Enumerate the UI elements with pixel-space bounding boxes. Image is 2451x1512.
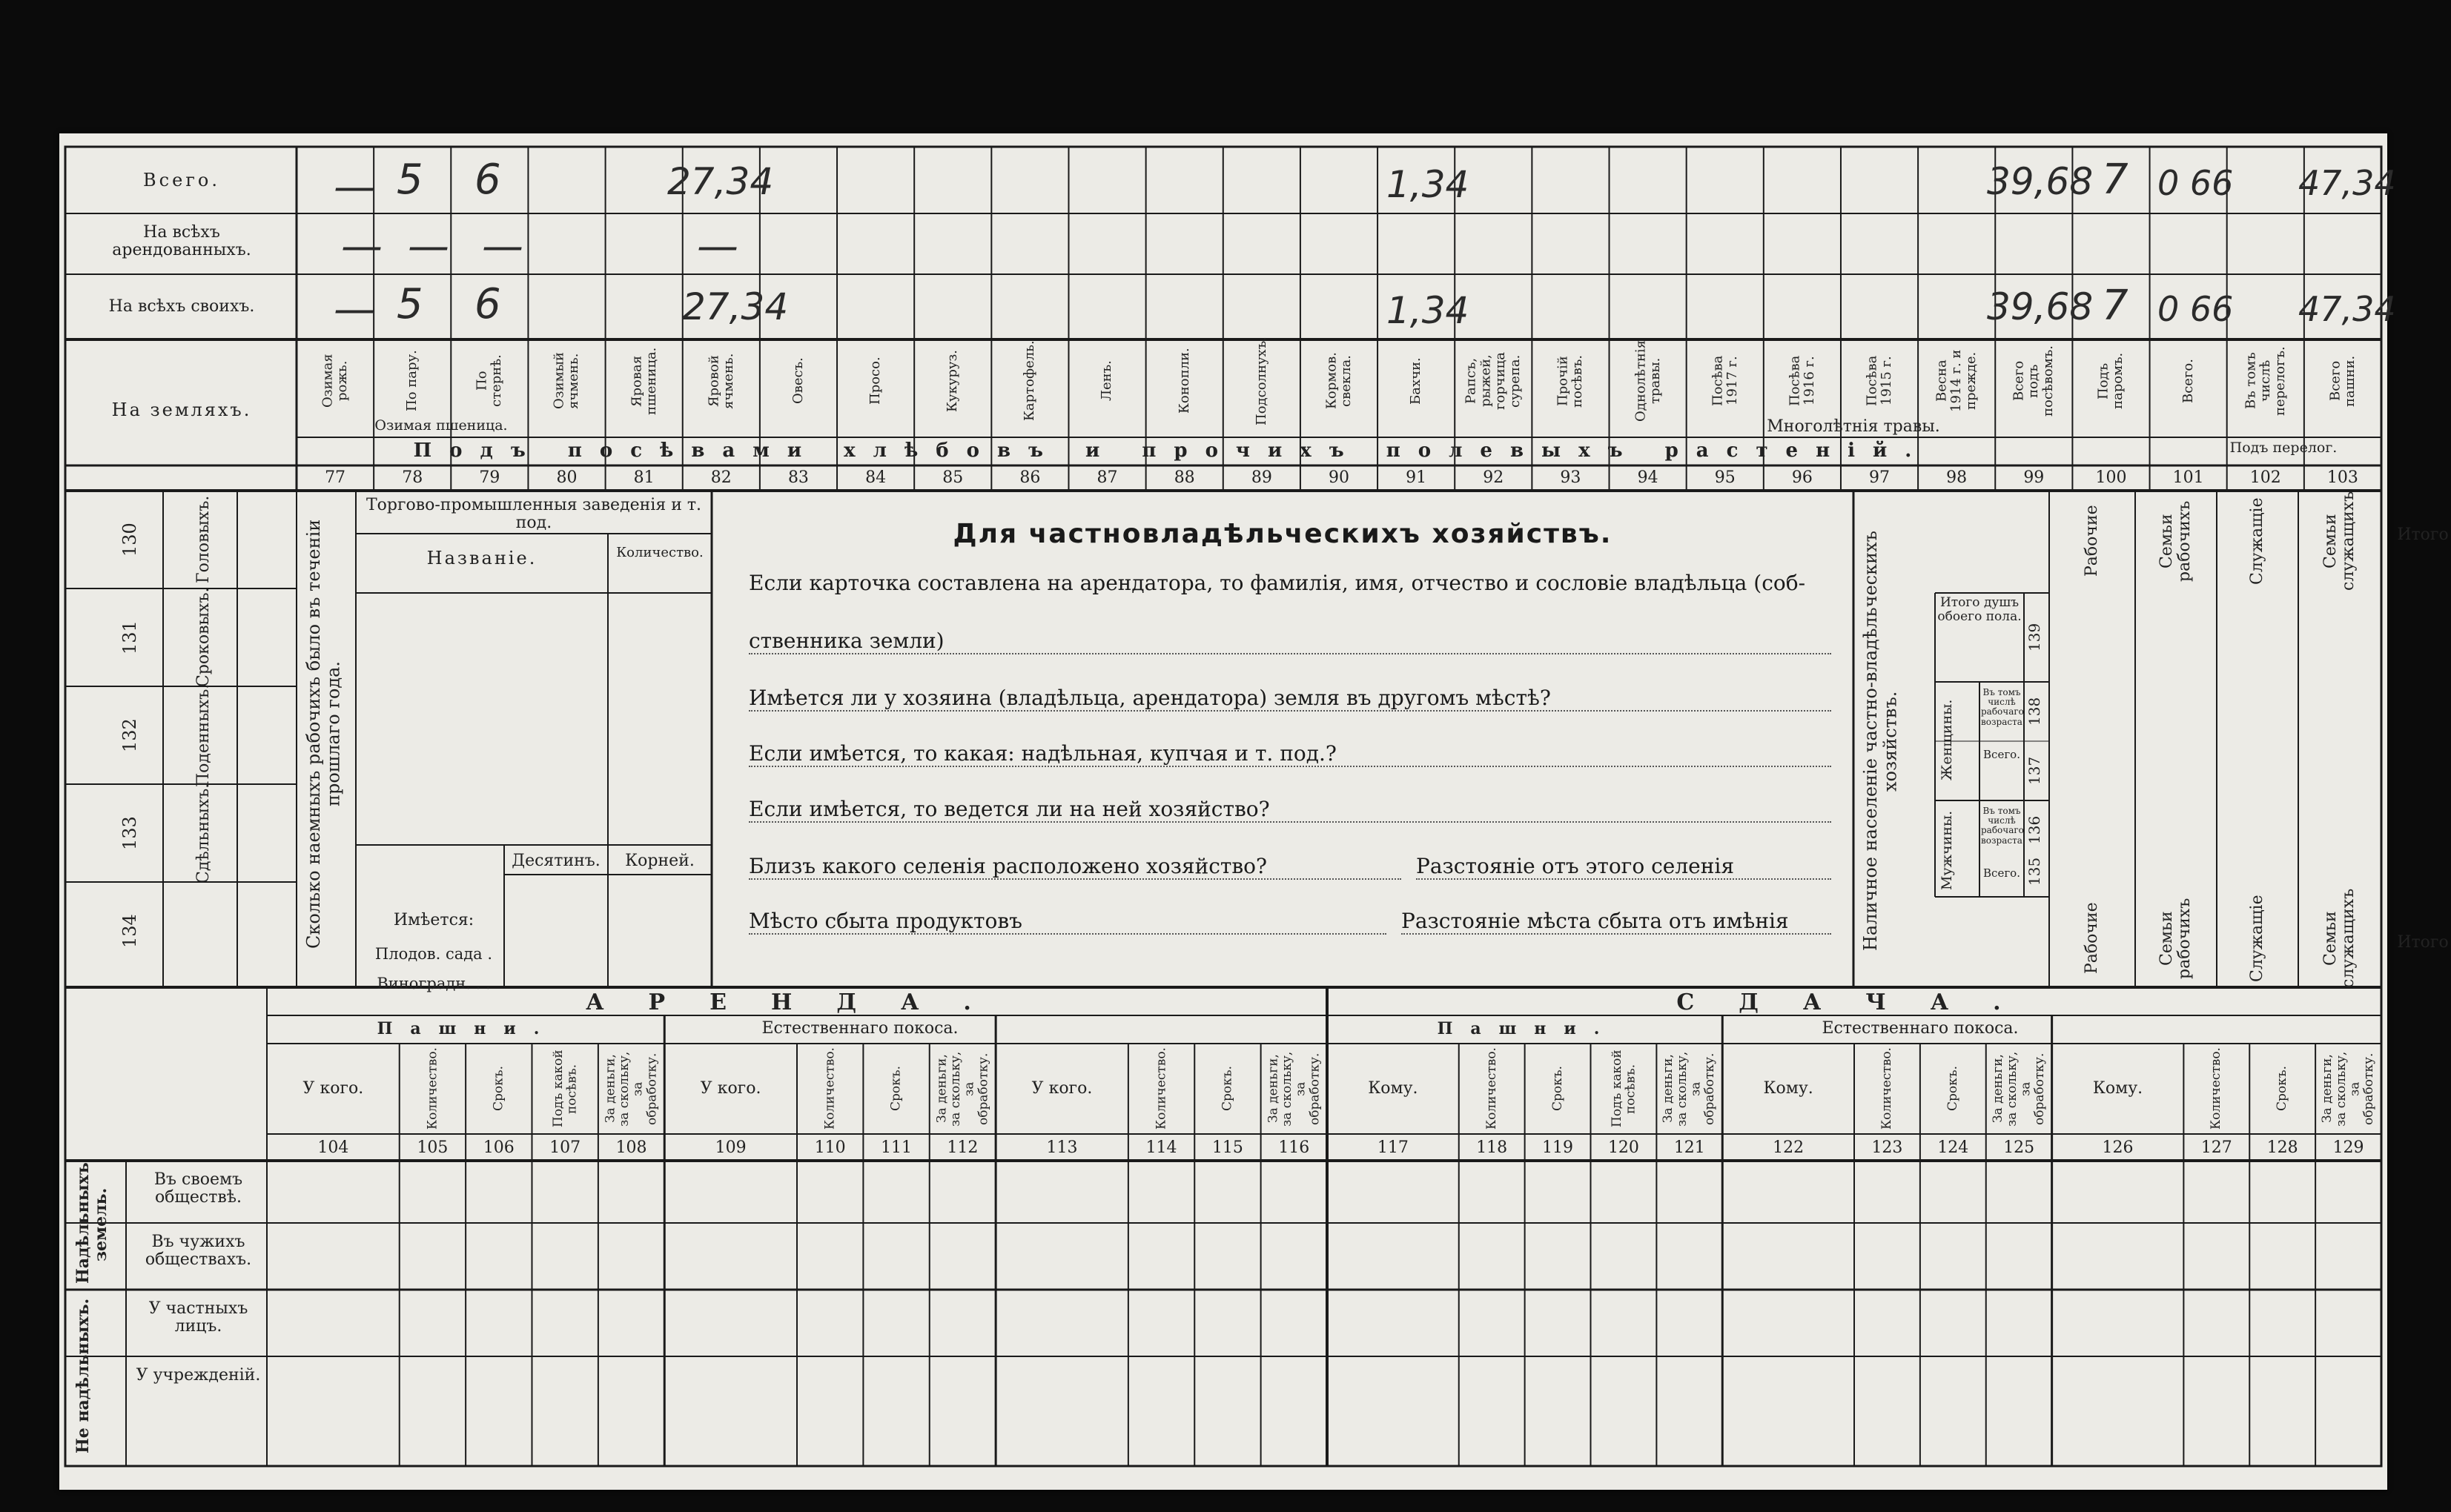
top-col-header: Однолѣтнія травы.	[1632, 339, 1663, 422]
top-col-number: 95	[1714, 468, 1736, 487]
pop-col-bottom: Семьи служащихъ	[2321, 888, 2358, 989]
worker-col-label: Сдѣльныхъ.	[194, 783, 213, 883]
pop-col-bottom: Служащіе	[2247, 895, 2266, 982]
korney-label: Корней.	[625, 852, 695, 870]
sdacha-pashni: Пашни.	[1437, 1019, 1618, 1038]
pop-col-top: Служащіе	[2247, 497, 2266, 585]
sdacha-title: СДАЧА.	[1676, 989, 2045, 1015]
bottom-col-header: За деньги, за скольку, за обработку.	[1990, 1051, 2047, 1127]
population-vertical-label: Наличное населеніе частно-владѣльческихъ хозяйствъ.	[1860, 531, 1901, 952]
top-col-number: 78	[402, 468, 423, 487]
bottom-col-number: 122	[1773, 1138, 1805, 1157]
bottom-col-number: 125	[2003, 1138, 2035, 1157]
bottom-col-header: Количество.	[425, 1047, 440, 1130]
hw-r3-c5: 1,34	[1386, 289, 1469, 332]
bottom-col-header: За деньги, за скольку, за обработку.	[934, 1051, 991, 1127]
top-col-header: Весна 1914 г. и прежде.	[1934, 349, 1979, 413]
bottom-col-header: Срокъ.	[888, 1066, 904, 1112]
top-col-header: Всего.	[2180, 359, 2196, 403]
top-col-number: 89	[1251, 468, 1272, 487]
top-col-header: Яровой ячмень.	[706, 353, 736, 409]
top-col-header: Ленъ.	[1099, 360, 1115, 402]
bottom-col-number: 117	[1377, 1138, 1409, 1157]
worker-col-number: 130	[119, 523, 140, 557]
top-col-number: 97	[1869, 468, 1891, 487]
hw-r1-c3: 6	[474, 156, 501, 204]
row-other-society: Въ чужихъ обществахъ.	[145, 1233, 252, 1270]
arenda-pashni: Пашни.	[377, 1019, 558, 1038]
top-col-header: Конопли.	[1176, 348, 1192, 414]
question-owner-b: ственника земли)	[749, 629, 1831, 654]
hw-r1-c5: 1,34	[1386, 163, 1469, 206]
question-village-distance: Разстояніе отъ этого селенія	[1416, 854, 1831, 880]
bottom-col-header: Срокъ.	[1945, 1066, 1960, 1112]
question-farming: Если имѣется, то ведется ли на ней хозяйство?	[749, 797, 1831, 823]
bottom-col-number: 129	[2332, 1138, 2364, 1157]
top-col-number: 93	[1560, 468, 1581, 487]
vinograd-label: Виноградн. . .	[377, 975, 491, 992]
women-total: Всего.	[1983, 748, 2020, 761]
trade-qty-col: Количество.	[616, 545, 704, 560]
top-col-header: Овесъ.	[790, 357, 807, 405]
sad-label: Плодов. сада .	[374, 945, 493, 963]
bottom-col-number: 105	[417, 1138, 449, 1157]
workers-vertical-label: Сколько наемныхъ рабочихъ было въ теченіи прошлаго года.	[303, 519, 344, 949]
bottom-col-number: 104	[317, 1138, 349, 1157]
bottom-col-header: Кому.	[1368, 1078, 1418, 1098]
bottom-col-header: За деньги, за скольку, за обработку.	[1265, 1051, 1322, 1127]
bottom-col-number: 108	[615, 1138, 647, 1157]
top-col-number: 99	[2023, 468, 2045, 487]
men-total: Всего.	[1983, 866, 2020, 880]
top-col-header: Рапсъ, рыжей, горчица сурепа.	[1463, 352, 1524, 410]
question-land-type: Если имѣется, то какая: надѣльная, купчая и т. под.?	[749, 741, 1831, 767]
top-col-header: Кормов. свекла.	[1323, 352, 1354, 410]
top-col-header: Всего подъ посѣвомъ.	[2011, 345, 2057, 417]
bottom-col-number: 119	[1542, 1138, 1574, 1157]
top-col-header: Озимый ячмень.	[551, 352, 582, 410]
zhenshchiny-label: Женщины.	[1939, 699, 1955, 780]
top-col-number: 85	[942, 468, 964, 487]
top-col-header: Кукуруз.	[945, 350, 961, 413]
bottom-col-header: За деньги, за скольку, за обработку.	[2320, 1051, 2377, 1127]
bottom-col-header: Подъ какой посѣвъ.	[550, 1050, 580, 1128]
bottom-col-number: 111	[881, 1138, 913, 1157]
top-col-header: Подъ паромъ.	[2095, 352, 2126, 410]
top-col-header: Посѣва 1917 г.	[1709, 355, 1740, 407]
arenda-pokos: Естественнаго покоса.	[761, 1019, 959, 1038]
hw-r1-c1: —	[334, 163, 375, 211]
top-col-number: 84	[865, 468, 887, 487]
hw-r3-c4: 27,34	[682, 285, 789, 328]
bottom-col-header: Срокъ.	[491, 1066, 506, 1112]
worker-col-label: Поденныхъ.	[194, 683, 213, 787]
top-col-number: 91	[1406, 468, 1427, 487]
question-market-distance: Разстояніе мѣста сбыта отъ имѣнія	[1401, 909, 1831, 935]
bottom-col-number: 114	[1145, 1138, 1177, 1157]
top-col-header: Бахчи.	[1408, 357, 1424, 405]
hw-r1-c2: 5	[397, 156, 423, 204]
bottom-col-header: За деньги, за скольку, за обработку.	[603, 1051, 660, 1127]
top-col-header: По пару.	[404, 350, 420, 412]
row-private: У частныхъ лицъ.	[148, 1299, 248, 1336]
top-col-header: Всего пашни.	[2327, 355, 2358, 407]
top-col-header: Яровая пшеница.	[628, 347, 659, 415]
top-col-header: Посѣва 1916 г.	[1787, 355, 1817, 407]
pop-num-138: 138	[2025, 697, 2043, 726]
top-col-number: 87	[1096, 468, 1118, 487]
bottom-col-header: Количество.	[1154, 1047, 1169, 1130]
trade-name-col: Названіе.	[426, 548, 538, 568]
top-col-number: 102	[2249, 468, 2281, 487]
top-col-number: 94	[1637, 468, 1658, 487]
worker-col-number: 132	[119, 718, 140, 752]
bottom-col-number: 116	[1278, 1138, 1310, 1157]
bottom-col-number: 118	[1476, 1138, 1508, 1157]
top-col-number: 88	[1174, 468, 1195, 487]
top-col-number: 101	[2172, 468, 2204, 487]
pop-num-137: 137	[2025, 756, 2043, 786]
women-working-age: Въ томъ числѣ рабочаго возраста.	[1981, 687, 2025, 727]
question-owner-a: Если карточка составлена на арендатора, то фамилія, имя, отчество и сословіе владѣльца (соб-	[749, 571, 1806, 595]
hw-r3-c1: —	[334, 285, 375, 334]
bottom-col-number: 106	[483, 1138, 515, 1157]
worker-col-number: 134	[119, 914, 140, 948]
top-col-number: 80	[556, 468, 578, 487]
top-col-header: Картофель.	[1022, 340, 1038, 422]
row-header-lands: На земляхъ.	[111, 399, 252, 420]
bottom-col-number: 112	[947, 1138, 979, 1157]
top-col-number: 100	[2095, 468, 2127, 487]
hw-r3-c7: 7	[2102, 282, 2128, 330]
row-institutions: У учрежденій.	[136, 1366, 261, 1385]
bottom-col-header: У кого.	[1031, 1078, 1093, 1098]
question-other-land: Имѣется ли у хозяина (владѣльца, арендатора) земля въ другомъ мѣстѣ?	[749, 686, 1831, 712]
bottom-col-header: Количество.	[822, 1047, 838, 1130]
bottom-col-header: Кому.	[2092, 1078, 2143, 1098]
group-mnogolet: Многолѣтнія травы.	[1767, 417, 1940, 436]
worker-col-label: Сроковыхъ.	[194, 587, 213, 688]
bottom-col-header: Количество.	[2209, 1047, 2224, 1130]
bottom-col-header: Срокъ.	[1549, 1066, 1565, 1112]
band-title: Подъ посѣвами хлѣбовъ и прочихъ полевыхъ растеній.	[413, 440, 1930, 462]
bottom-col-header: За деньги, за скольку, за обработку.	[1661, 1051, 1718, 1127]
hw-r3-c6: 39,68	[1987, 285, 2094, 328]
bottom-col-header: Срокъ.	[1220, 1066, 1235, 1112]
bottom-col-header: Количество.	[1484, 1047, 1499, 1130]
row-label-rented: На всѣхъ арендованныхъ.	[112, 223, 251, 260]
bottom-col-number: 126	[2102, 1138, 2134, 1157]
top-col-header: Просо.	[867, 357, 884, 405]
top-col-number: 77	[325, 468, 346, 487]
worker-col-number: 133	[119, 816, 140, 850]
top-col-number: 79	[479, 468, 500, 487]
hw-r2-c2: —	[408, 222, 449, 271]
pop-col-bottom: Итого	[2397, 933, 2449, 952]
arenda-title: АРЕНДА.	[586, 989, 1016, 1015]
worker-col-number: 131	[119, 620, 140, 654]
question-market: Мѣсто сбыта продуктовъ	[749, 909, 1386, 935]
bottom-col-number: 120	[1607, 1138, 1639, 1157]
top-col-number: 81	[633, 468, 655, 487]
group-ozimaya: Озимая пшеница.	[374, 417, 508, 434]
pop-col-top: Итого	[2397, 525, 2449, 544]
top-col-number: 92	[1483, 468, 1504, 487]
bottom-col-number: 128	[2266, 1138, 2298, 1157]
itogo-dush: Итого душъ обоего пола.	[1937, 595, 2022, 624]
bottom-col-number: 121	[1673, 1138, 1705, 1157]
hw-r1-c8: 0 66	[2157, 163, 2234, 203]
group-perelog: Подъ перелог.	[2229, 440, 2338, 456]
pop-col-top: Рабочие	[2082, 505, 2101, 577]
pop-col-bottom: Семьи рабочихъ	[2157, 898, 2194, 979]
hw-r1-c7: 7	[2102, 156, 2128, 204]
bottom-col-number: 115	[1211, 1138, 1243, 1157]
bottom-col-number: 123	[1871, 1138, 1903, 1157]
row-label-total: Всего.	[143, 170, 220, 190]
hw-r3-c3: 6	[474, 280, 501, 328]
top-col-number: 90	[1328, 468, 1349, 487]
bottom-col-number: 110	[814, 1138, 846, 1157]
top-col-header: Прочій посѣвъ.	[1555, 354, 1586, 408]
row-label-own: На всѣхъ своихъ.	[108, 297, 255, 316]
top-col-number: 82	[710, 468, 732, 487]
bottom-col-number: 107	[549, 1138, 581, 1157]
sdacha-pokos: Естественнаго покоса.	[1822, 1019, 2019, 1038]
top-col-number: 86	[1019, 468, 1041, 487]
pop-num-139: 139	[2025, 623, 2043, 652]
bottom-col-header: Количество.	[1879, 1047, 1895, 1130]
trade-header: Торгово-промышленныя заведенія и т. под.	[366, 496, 702, 533]
worker-col-label: Головыхъ.	[194, 495, 213, 584]
top-col-number: 98	[1946, 468, 1968, 487]
pop-col-bottom: Рабочие	[2082, 902, 2101, 975]
group-nenadel: Не надѣльныхъ.	[73, 1298, 93, 1453]
row-own-society: Въ своемъ обществѣ.	[153, 1170, 243, 1207]
bottom-col-header: Срокъ.	[2275, 1066, 2290, 1112]
hw-r1-c4: 27,34	[667, 160, 774, 203]
pop-col-top: Семьи служащихъ	[2321, 491, 2358, 591]
hw-r2-c3: —	[482, 222, 523, 271]
pop-col-top: Семьи рабочихъ	[2157, 500, 2194, 582]
hw-r3-c9: 47,34	[2298, 289, 2396, 329]
top-col-header: По стернѣ.	[474, 354, 505, 408]
top-col-header: Въ томъ числѣ перелогъ.	[2243, 346, 2288, 416]
hw-r2-c4: —	[697, 222, 738, 271]
private-farms-title: Для частновладѣльческихъ хозяйствъ.	[953, 519, 1612, 549]
bottom-col-number: 127	[2200, 1138, 2232, 1157]
bottom-col-header: У кого.	[700, 1078, 761, 1098]
bottom-col-header: Подъ какой посѣвъ.	[1609, 1050, 1638, 1128]
pop-num-135: 135	[2025, 857, 2043, 886]
men-working-age: Въ томъ числѣ рабочаго возраста.	[1981, 806, 2025, 846]
top-col-header: Подсолнухъ.	[1253, 336, 1269, 425]
hw-r3-c2: 5	[397, 280, 423, 328]
bottom-col-header: Кому.	[1763, 1078, 1813, 1098]
top-col-number: 83	[787, 468, 809, 487]
bottom-col-number: 124	[1937, 1138, 1969, 1157]
muzhchiny-label: Мужчины.	[1939, 810, 1955, 890]
top-col-number: 96	[1791, 468, 1813, 487]
bottom-col-number: 109	[715, 1138, 747, 1157]
bottom-col-number: 113	[1046, 1138, 1078, 1157]
worker-col-label	[178, 889, 230, 972]
hw-r1-c9: 47,34	[2298, 163, 2396, 203]
bottom-col-header: У кого.	[302, 1078, 364, 1098]
hw-r3-c8: 0 66	[2157, 289, 2234, 329]
question-village: Близъ какого селенія расположено хозяйство?	[749, 854, 1401, 880]
top-col-header: Посѣва 1915 г.	[1864, 355, 1895, 407]
top-col-number: 103	[2326, 468, 2358, 487]
desyat-label: Десятинъ.	[512, 852, 601, 870]
has-label: Имѣется:	[393, 911, 474, 929]
pop-num-136: 136	[2025, 815, 2043, 845]
hw-r2-c1: —	[341, 222, 383, 271]
group-nadel: Надѣльныхъ земель.	[73, 1162, 111, 1284]
top-col-header: Озимая рожь.	[320, 354, 351, 408]
hw-r1-c6: 39,68	[1987, 160, 2094, 203]
census-card	[59, 133, 2449, 1490]
